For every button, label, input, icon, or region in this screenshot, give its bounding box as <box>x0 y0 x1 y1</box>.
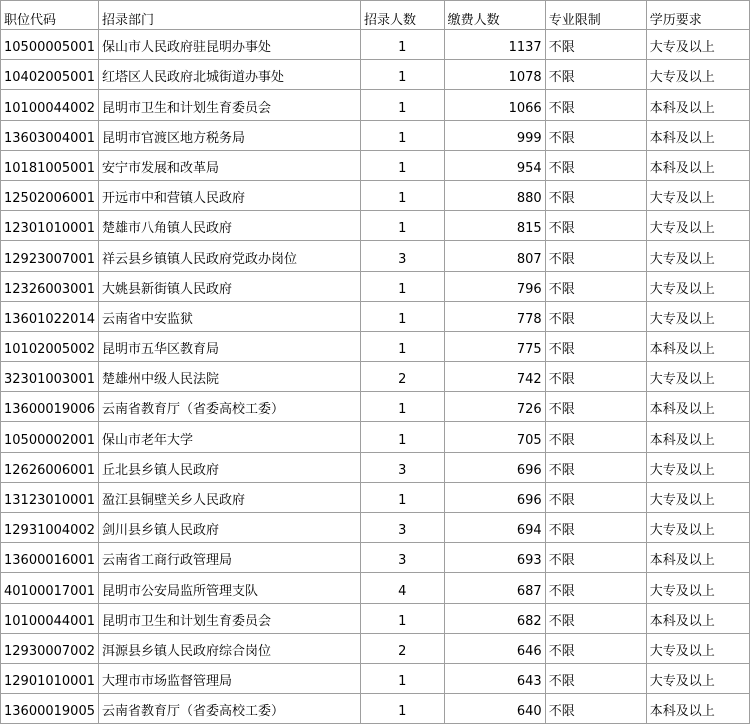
table-row <box>1 422 750 452</box>
cell-edu[interactable]: 大专及以上 <box>646 30 749 60</box>
table-row <box>1 694 750 724</box>
cell-fee[interactable]: 775 <box>444 331 545 361</box>
cell-count[interactable]: 1 <box>361 30 445 60</box>
cell-dept[interactable]: 保山市人民政府驻昆明办事处 <box>99 30 361 60</box>
cell-dept[interactable]: 剑川县乡镇人民政府 <box>99 513 361 543</box>
table-body <box>1 30 750 724</box>
header-edu[interactable]: 学历要求 <box>646 1 749 30</box>
cell-code[interactable]: 10402005001 <box>1 60 99 90</box>
header-count[interactable]: 招录人数 <box>361 1 445 30</box>
cell-fee[interactable]: 696 <box>444 482 545 512</box>
cell-code[interactable]: 13600019006 <box>1 392 99 422</box>
table-row <box>1 573 750 603</box>
cell-edu[interactable]: 本科及以上 <box>646 543 749 573</box>
table-row <box>1 603 750 633</box>
cell-edu[interactable]: 大专及以上 <box>646 211 749 241</box>
cell-code[interactable]: 12301010001 <box>1 211 99 241</box>
cell-code[interactable]: 10100044002 <box>1 90 99 120</box>
cell-dept[interactable]: 安宁市发展和改革局 <box>99 150 361 180</box>
cell-major[interactable]: 不限 <box>545 180 646 210</box>
cell-major[interactable]: 不限 <box>545 694 646 724</box>
cell-major[interactable]: 不限 <box>545 150 646 180</box>
cell-major[interactable]: 不限 <box>545 513 646 543</box>
cell-code[interactable]: 13603004001 <box>1 120 99 150</box>
cell-fee[interactable]: 807 <box>444 241 545 271</box>
cell-major[interactable]: 不限 <box>545 663 646 693</box>
cell-edu[interactable]: 本科及以上 <box>646 331 749 361</box>
cell-dept[interactable]: 洱源县乡镇人民政府综合岗位 <box>99 633 361 663</box>
cell-major[interactable]: 不限 <box>545 573 646 603</box>
cell-code[interactable]: 12901010001 <box>1 663 99 693</box>
cell-dept[interactable]: 昆明市五华区教育局 <box>99 331 361 361</box>
table-row <box>1 392 750 422</box>
cell-fee[interactable]: 742 <box>444 362 545 392</box>
cell-count[interactable]: 4 <box>361 573 445 603</box>
cell-edu[interactable]: 大专及以上 <box>646 180 749 210</box>
cell-count[interactable]: 1 <box>361 120 445 150</box>
cell-edu[interactable]: 大专及以上 <box>646 452 749 482</box>
cell-major[interactable]: 不限 <box>545 452 646 482</box>
cell-count[interactable]: 1 <box>361 211 445 241</box>
cell-fee[interactable]: 682 <box>444 603 545 633</box>
cell-dept[interactable]: 昆明市公安局监所管理支队 <box>99 573 361 603</box>
cell-code[interactable]: 40100017001 <box>1 573 99 603</box>
cell-code[interactable]: 12502006001 <box>1 180 99 210</box>
cell-fee[interactable]: 954 <box>444 150 545 180</box>
cell-code[interactable]: 13123010001 <box>1 482 99 512</box>
cell-major[interactable]: 不限 <box>545 60 646 90</box>
cell-major[interactable]: 不限 <box>545 482 646 512</box>
cell-edu[interactable]: 大专及以上 <box>646 241 749 271</box>
cell-major[interactable]: 不限 <box>545 331 646 361</box>
cell-count[interactable]: 1 <box>361 422 445 452</box>
cell-dept[interactable]: 云南省教育厅（省委高校工委） <box>99 694 361 724</box>
cell-count[interactable]: 1 <box>361 482 445 512</box>
cell-code[interactable]: 13601022014 <box>1 301 99 331</box>
cell-edu[interactable]: 大专及以上 <box>646 301 749 331</box>
cell-dept[interactable]: 昆明市卫生和计划生育委员会 <box>99 90 361 120</box>
cell-fee[interactable]: 643 <box>444 663 545 693</box>
cell-dept[interactable]: 云南省教育厅（省委高校工委） <box>99 392 361 422</box>
cell-edu[interactable]: 大专及以上 <box>646 482 749 512</box>
table-row <box>1 60 750 90</box>
table-row <box>1 482 750 512</box>
cell-major[interactable]: 不限 <box>545 392 646 422</box>
cell-dept[interactable]: 丘北县乡镇人民政府 <box>99 452 361 482</box>
cell-code[interactable]: 10500002001 <box>1 422 99 452</box>
header-fee[interactable]: 缴费人数 <box>444 1 545 30</box>
cell-major[interactable]: 不限 <box>545 543 646 573</box>
cell-count[interactable]: 2 <box>361 633 445 663</box>
cell-code[interactable]: 32301003001 <box>1 362 99 392</box>
table-row <box>1 543 750 573</box>
cell-edu[interactable]: 本科及以上 <box>646 694 749 724</box>
cell-fee[interactable]: 705 <box>444 422 545 452</box>
cell-edu[interactable]: 本科及以上 <box>646 603 749 633</box>
cell-dept[interactable]: 保山市老年大学 <box>99 422 361 452</box>
cell-fee[interactable]: 726 <box>444 392 545 422</box>
cell-fee[interactable]: 693 <box>444 543 545 573</box>
cell-dept[interactable]: 大理市市场监督管理局 <box>99 663 361 693</box>
cell-major[interactable]: 不限 <box>545 633 646 663</box>
cell-dept[interactable]: 红塔区人民政府北城街道办事处 <box>99 60 361 90</box>
cell-code[interactable]: 10181005001 <box>1 150 99 180</box>
cell-fee[interactable]: 815 <box>444 211 545 241</box>
cell-edu[interactable]: 大专及以上 <box>646 513 749 543</box>
header-row <box>1 1 750 30</box>
cell-major[interactable]: 不限 <box>545 362 646 392</box>
table-row <box>1 362 750 392</box>
cell-major[interactable]: 不限 <box>545 30 646 60</box>
table-row <box>1 120 750 150</box>
cell-code[interactable]: 12931004002 <box>1 513 99 543</box>
table-row <box>1 452 750 482</box>
cell-major[interactable]: 不限 <box>545 241 646 271</box>
cell-count[interactable]: 2 <box>361 362 445 392</box>
table-row <box>1 633 750 663</box>
cell-edu[interactable]: 大专及以上 <box>646 362 749 392</box>
cell-count[interactable]: 1 <box>361 150 445 180</box>
cell-fee[interactable]: 999 <box>444 120 545 150</box>
cell-major[interactable]: 不限 <box>545 603 646 633</box>
table-row <box>1 150 750 180</box>
cell-dept[interactable]: 云南省工商行政管理局 <box>99 543 361 573</box>
table-row <box>1 331 750 361</box>
header-dept[interactable]: 招录部门 <box>99 1 361 30</box>
table-row <box>1 513 750 543</box>
cell-fee[interactable]: 640 <box>444 694 545 724</box>
cell-edu[interactable]: 大专及以上 <box>646 60 749 90</box>
table-row <box>1 663 750 693</box>
cell-dept[interactable]: 楚雄州中级人民法院 <box>99 362 361 392</box>
cell-edu[interactable]: 本科及以上 <box>646 120 749 150</box>
cell-count[interactable]: 3 <box>361 241 445 271</box>
cell-fee[interactable]: 687 <box>444 573 545 603</box>
cell-code[interactable]: 12923007001 <box>1 241 99 271</box>
cell-fee[interactable]: 796 <box>444 271 545 301</box>
cell-count[interactable]: 1 <box>361 603 445 633</box>
cell-dept[interactable]: 云南省中安监狱 <box>99 301 361 331</box>
cell-code[interactable]: 12626006001 <box>1 452 99 482</box>
cell-fee[interactable]: 696 <box>444 452 545 482</box>
cell-major[interactable]: 不限 <box>545 301 646 331</box>
cell-count[interactable]: 3 <box>361 513 445 543</box>
cell-code[interactable]: 13600019005 <box>1 694 99 724</box>
cell-dept[interactable]: 祥云县乡镇镇人民政府党政办岗位 <box>99 241 361 271</box>
cell-code[interactable]: 10102005002 <box>1 331 99 361</box>
cell-fee[interactable]: 694 <box>444 513 545 543</box>
cell-fee[interactable]: 1066 <box>444 90 545 120</box>
cell-count[interactable]: 1 <box>361 331 445 361</box>
cell-dept[interactable]: 开远市中和营镇人民政府 <box>99 180 361 210</box>
table-row <box>1 90 750 120</box>
cell-count[interactable]: 3 <box>361 452 445 482</box>
cell-count[interactable]: 1 <box>361 663 445 693</box>
table-row <box>1 271 750 301</box>
cell-count[interactable]: 1 <box>361 60 445 90</box>
table-row <box>1 30 750 60</box>
header-code[interactable]: 职位代码 <box>1 1 99 30</box>
cell-major[interactable]: 不限 <box>545 422 646 452</box>
cell-dept[interactable]: 楚雄市八角镇人民政府 <box>99 211 361 241</box>
cell-count[interactable]: 1 <box>361 301 445 331</box>
cell-count[interactable]: 1 <box>361 694 445 724</box>
cell-code[interactable]: 10100044001 <box>1 603 99 633</box>
cell-dept[interactable]: 昆明市官渡区地方税务局 <box>99 120 361 150</box>
cell-fee[interactable]: 1137 <box>444 30 545 60</box>
cell-edu[interactable]: 大专及以上 <box>646 573 749 603</box>
cell-edu[interactable]: 本科及以上 <box>646 90 749 120</box>
cell-dept[interactable]: 昆明市卫生和计划生育委员会 <box>99 603 361 633</box>
cell-fee[interactable]: 880 <box>444 180 545 210</box>
table-row <box>1 301 750 331</box>
cell-code[interactable]: 13600016001 <box>1 543 99 573</box>
header-major[interactable]: 专业限制 <box>545 1 646 30</box>
cell-code[interactable]: 12930007002 <box>1 633 99 663</box>
table-row <box>1 180 750 210</box>
cell-major[interactable]: 不限 <box>545 120 646 150</box>
cell-code[interactable]: 12326003001 <box>1 271 99 301</box>
cell-count[interactable]: 1 <box>361 271 445 301</box>
cell-dept[interactable]: 大姚县新街镇人民政府 <box>99 271 361 301</box>
cell-fee[interactable]: 646 <box>444 633 545 663</box>
table-row <box>1 241 750 271</box>
cell-major[interactable]: 不限 <box>545 90 646 120</box>
cell-edu[interactable]: 大专及以上 <box>646 271 749 301</box>
cell-edu[interactable]: 大专及以上 <box>646 663 749 693</box>
cell-edu[interactable]: 本科及以上 <box>646 422 749 452</box>
cell-count[interactable]: 1 <box>361 180 445 210</box>
cell-count[interactable]: 3 <box>361 543 445 573</box>
cell-dept[interactable]: 盈江县铜壁关乡人民政府 <box>99 482 361 512</box>
cell-fee[interactable]: 1078 <box>444 60 545 90</box>
cell-major[interactable]: 不限 <box>545 211 646 241</box>
table-row <box>1 211 750 241</box>
cell-count[interactable]: 1 <box>361 90 445 120</box>
cell-count[interactable]: 1 <box>361 392 445 422</box>
cell-edu[interactable]: 大专及以上 <box>646 633 749 663</box>
cell-edu[interactable]: 本科及以上 <box>646 150 749 180</box>
cell-code[interactable]: 10500005001 <box>1 30 99 60</box>
cell-major[interactable]: 不限 <box>545 271 646 301</box>
cell-edu[interactable]: 本科及以上 <box>646 392 749 422</box>
cell-fee[interactable]: 778 <box>444 301 545 331</box>
